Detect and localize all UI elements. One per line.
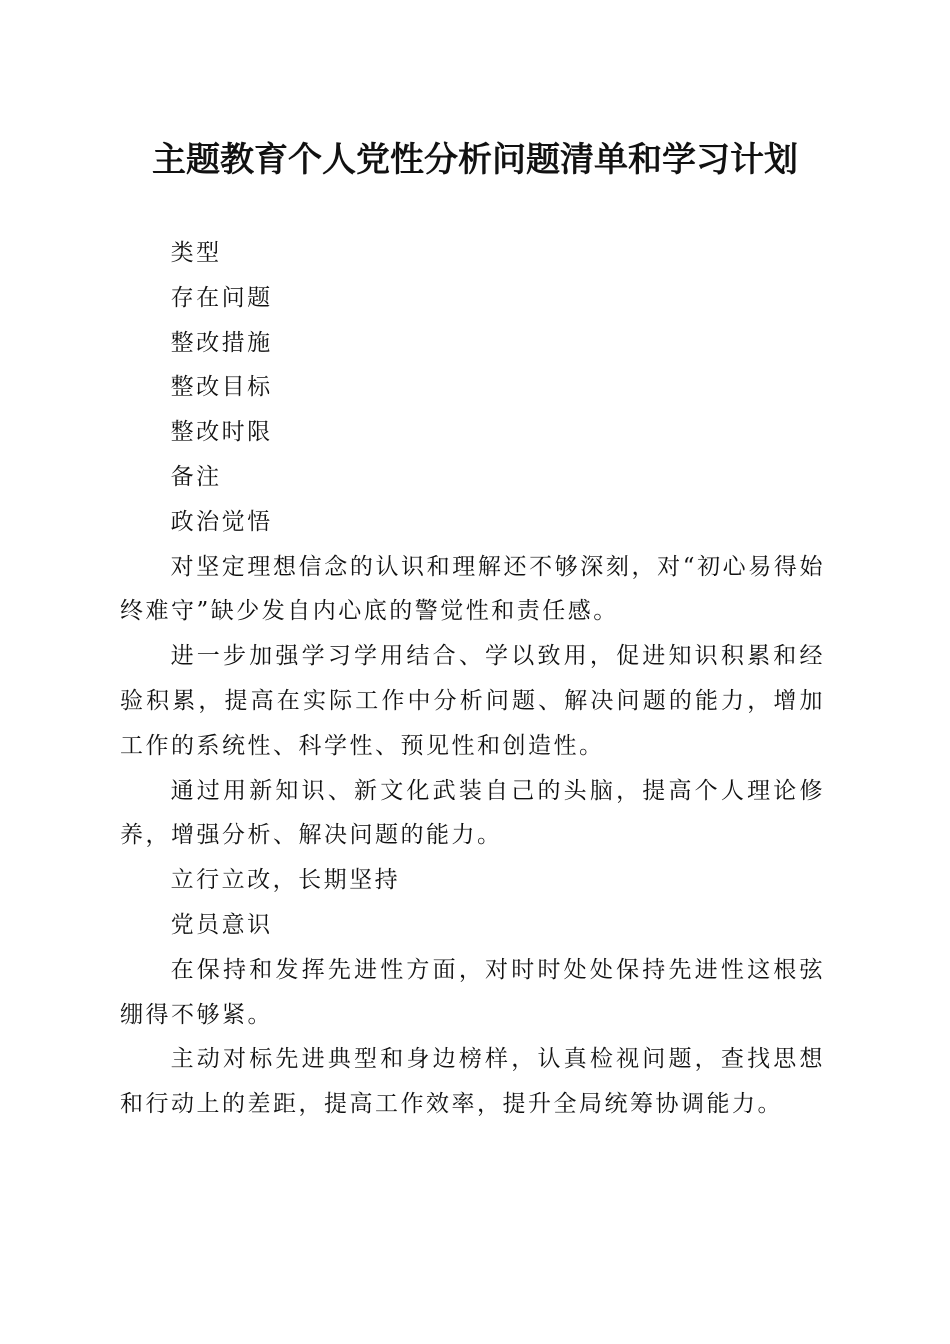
paragraph-measure-1: 进一步加强学习学用结合、学以致用，促进知识积累和经验积累，提高在实际工作中分析问题、解决问题的能力，增加工作的系统性、科学性、预见性和创造性。 xyxy=(120,643,825,759)
paragraph-deadline-header: 整改时限 xyxy=(170,419,273,446)
paragraph-measure-2: 主动对标先进典型和身边榜样，认真检视问题，查找思想和行动上的差距，提高工作效率，提升全局统筹协调能力。 xyxy=(120,1046,825,1118)
document-body xyxy=(120,231,825,1127)
paragraph-measures-header: 整改措施 xyxy=(170,329,273,356)
paragraph-problem-header: 存在问题 xyxy=(170,284,273,311)
paragraph-problem-2: 在保持和发挥先进性方面，对时时处处保持先进性这根弦绷得不够紧。 xyxy=(120,956,825,1028)
paragraph-goal-header: 整改目标 xyxy=(170,374,273,401)
paragraph-deadline-1: 立行立改，长期坚持 xyxy=(170,867,401,894)
paragraph-category-political: 政治觉悟 xyxy=(170,508,273,535)
document-title: 主题教育个人党性分析问题清单和学习计划 xyxy=(152,140,798,180)
paragraph-notes-header: 备注 xyxy=(170,463,222,490)
paragraph-problem-1: 对坚定理想信念的认识和理解还不够深刻，对“初心易得始终难守”缺少发自内心底的警觉性和责任感。 xyxy=(120,553,825,625)
paragraph-category-member: 党员意识 xyxy=(170,911,273,938)
paragraph-goal-1: 通过用新知识、新文化武装自己的头脑，提高个人理论修养，增强分析、解决问题的能力。 xyxy=(120,777,825,849)
paragraph-type-header: 类型 xyxy=(170,240,222,266)
